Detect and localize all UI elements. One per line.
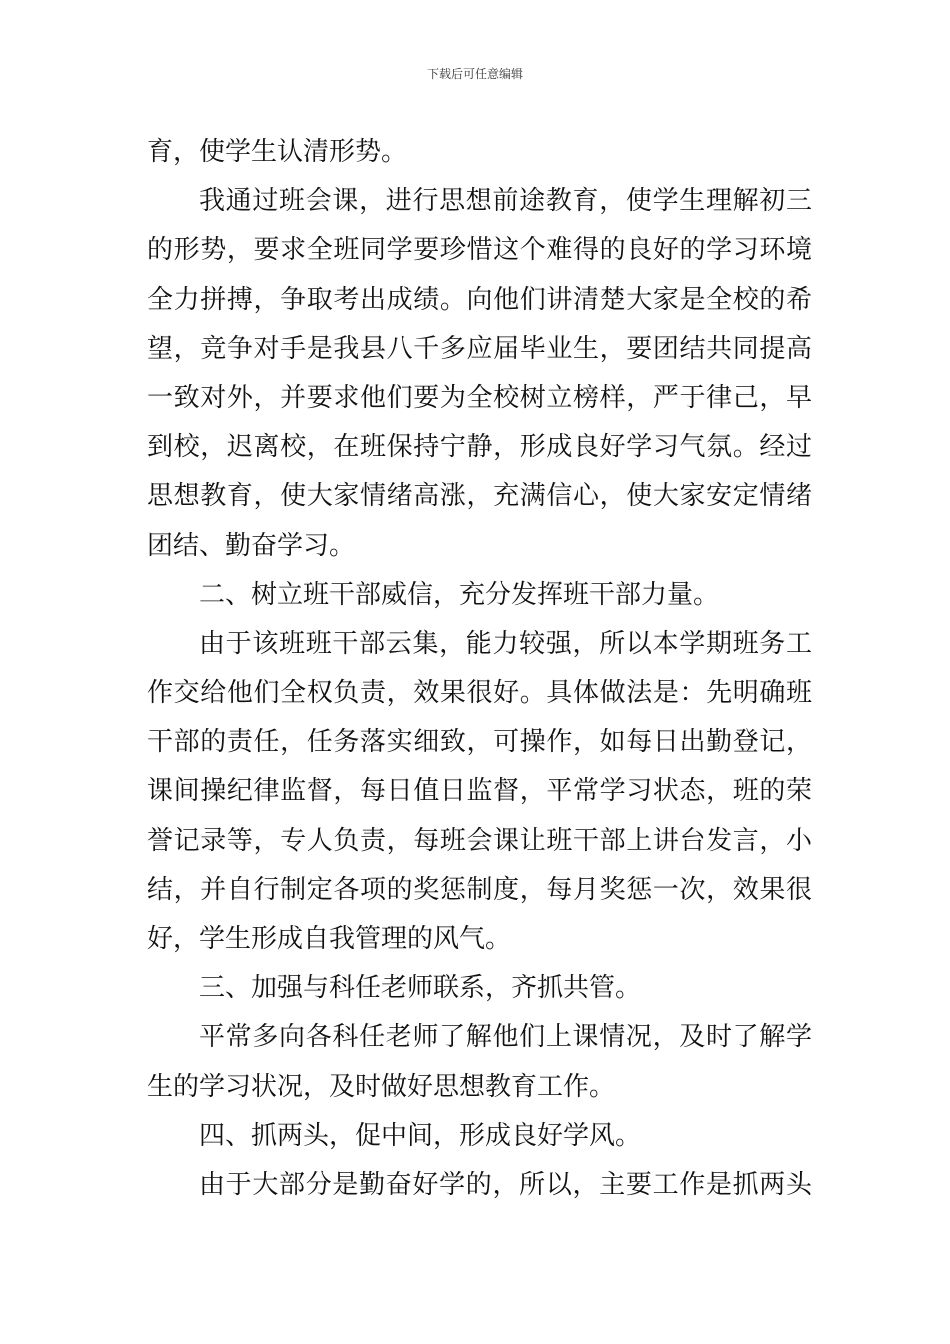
text-line: 全力拼搏，争取考出成绩。向他们讲清楚大家是全校的希: [147, 284, 812, 315]
text-line: 一致对外，并要求他们要为全校树立榜样，严于律己，早: [147, 382, 812, 413]
text-line: 四、抓两头，促中间，形成良好学风。: [199, 1120, 642, 1151]
text-line: 我通过班会课，进行思想前途教育，使学生理解初三: [199, 186, 812, 217]
text-line: 课间操纪律监督，每日值日监督，平常学习状态，班的荣: [147, 776, 812, 807]
text-line: 干部的责任，任务落实细致，可操作，如每日出勤登记，: [147, 727, 812, 758]
document-body: [147, 128, 812, 1210]
text-line: 好，学生形成自我管理的风气。: [147, 924, 512, 954]
text-line: 到校，迟离校，在班保持宁静，形成良好学习气氛。经过: [147, 432, 812, 463]
text-line: 二、树立班干部威信，充分发挥班干部力量。: [199, 579, 720, 610]
text-line: 由于该班班干部云集，能力较强，所以本学期班务工: [199, 628, 812, 659]
text-line: 育，使学生认清形势。: [147, 137, 408, 167]
text-line: 思想教育，使大家情绪高涨，充满信心，使大家安定情绪: [147, 481, 812, 512]
text-line: 团结、勤奋学习。: [147, 530, 356, 561]
text-line: 三、加强与科任老师联系，齐抓共管。: [199, 973, 642, 1004]
text-line: 生的学习状况，及时做好思想教育工作。: [147, 1071, 616, 1102]
text-line: 平常多向各科任老师了解他们上课情况，及时了解学: [199, 1022, 812, 1053]
text-line: 的形势，要求全班同学要珍惜这个难得的良好的学习环境: [147, 235, 812, 266]
page-header: 下载后可任意编辑: [426, 67, 523, 81]
text-line: 望，竞争对手是我县八千多应届毕业生，要团结共同提高: [147, 333, 812, 364]
text-line: 由于大部分是勤奋好学的，所以，主要工作是抓两头: [199, 1169, 812, 1200]
text-line: 誉记录等，专人负责，每班会课让班干部上讲台发言，小: [147, 825, 812, 856]
text-line: 作交给他们全权负责，效果很好。具体做法是：先明确班: [147, 678, 812, 709]
text-line: 结，并自行制定各项的奖惩制度，每月奖惩一次，效果很: [147, 874, 812, 905]
